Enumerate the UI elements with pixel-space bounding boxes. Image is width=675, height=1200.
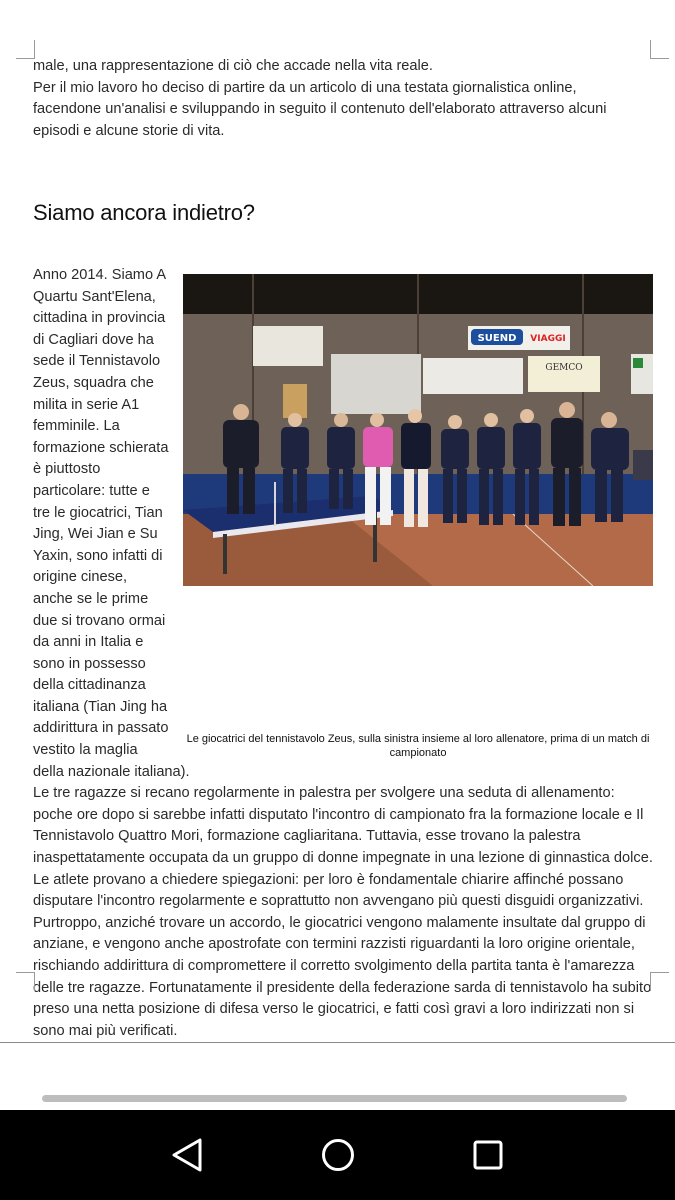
document-top-text [33,56,643,142]
figure [183,274,653,760]
article-body [33,265,653,1042]
banner-text-suend: SUEND [477,333,517,344]
crop-mark-bottom-right [650,972,669,991]
android-navigation-bar [0,1110,675,1200]
paragraph: male, una rappresentazione di ciò che accade nella vita reale. [33,58,433,74]
article-paragraph-1: Anno 2014. Siamo A Quartu Sant'Elena, cittadina in provincia di Cagliari dove ha sede il Tennistavolo Zeus, squadra che milita in serie A1 femminile. La formazione schierata è piuttosto particolare: tutte e tre le giocatrici, Tian Jing, Wei Jian e Su Yaxin, sono infatti di origine cinese, anche se le prime due si trovano ormai da anni in Italia e sono in possesso della cittadinanza italiana (Tian Jing ha addirittura in passato vestito la maglia della nazionale italiana). [33,267,190,780]
horizontal-scrollbar[interactable] [42,1095,627,1102]
crop-mark-top-right [650,40,669,59]
paragraph: Per il mio lavoro ho deciso di partire da un articolo di una testata giornalistica online, facendone un'analisi e sviluppando in seguito il contenuto dell'elaborato attraverso alcuni episodi e alcune storie di vita. [33,79,607,139]
home-icon[interactable] [320,1137,356,1173]
team-photo [183,274,653,586]
banner-text-viaggi: VIAGGI [530,334,566,344]
recent-apps-icon[interactable] [470,1137,506,1173]
banner-text-gemco: GEMCO [545,363,583,373]
crop-mark-bottom-left [16,972,35,991]
back-icon[interactable] [170,1137,206,1173]
photo-caption: Le giocatrici del tennistavolo Zeus, sulla sinistra insieme al loro allenatore, prima di un match di campionato [186,733,650,759]
article-paragraph-2: Le tre ragazze si recano regolarmente in palestra per svolgere una seduta di allenamento: poche ore dopo si sarebbe infatti disputato l'incontro di campionato fra la formazione locale e Il Tennistavolo Quattro Mori, formazione cagliaritana. Tuttavia, esse trovano la palestra inaspettatamente occupata da un gruppo di donne impegnate in una lezione di ginnastica dolce. Le atlete provano a chiedere spiegazioni: per loro è fondamentale chiarire affinché possano disputare l'incontro regolarmente e soprattutto non avvengano più questi disguidi organizzativi. Purtroppo, anziché trovare un accordo, le giocatrici vengono malamente insultate dal gruppo di anziane, e vengono anche apostrofate con termini razzisti riguardanti la loro origine orientale, rischiando addirittura di compromettere il corretto svolgimento della partita tanta è l'amarezza delle tre ragazze. Fortunatamente il presidente della federazione sarda di tennistavolo ha subito preso una netta posizione di difesa verso le giocatrici, e fatti così gravi a loro indirizzati non si sono mai più verificati. [33,785,653,1039]
page-divider [0,1042,675,1043]
section-title: Siamo ancora indietro? [33,200,255,225]
